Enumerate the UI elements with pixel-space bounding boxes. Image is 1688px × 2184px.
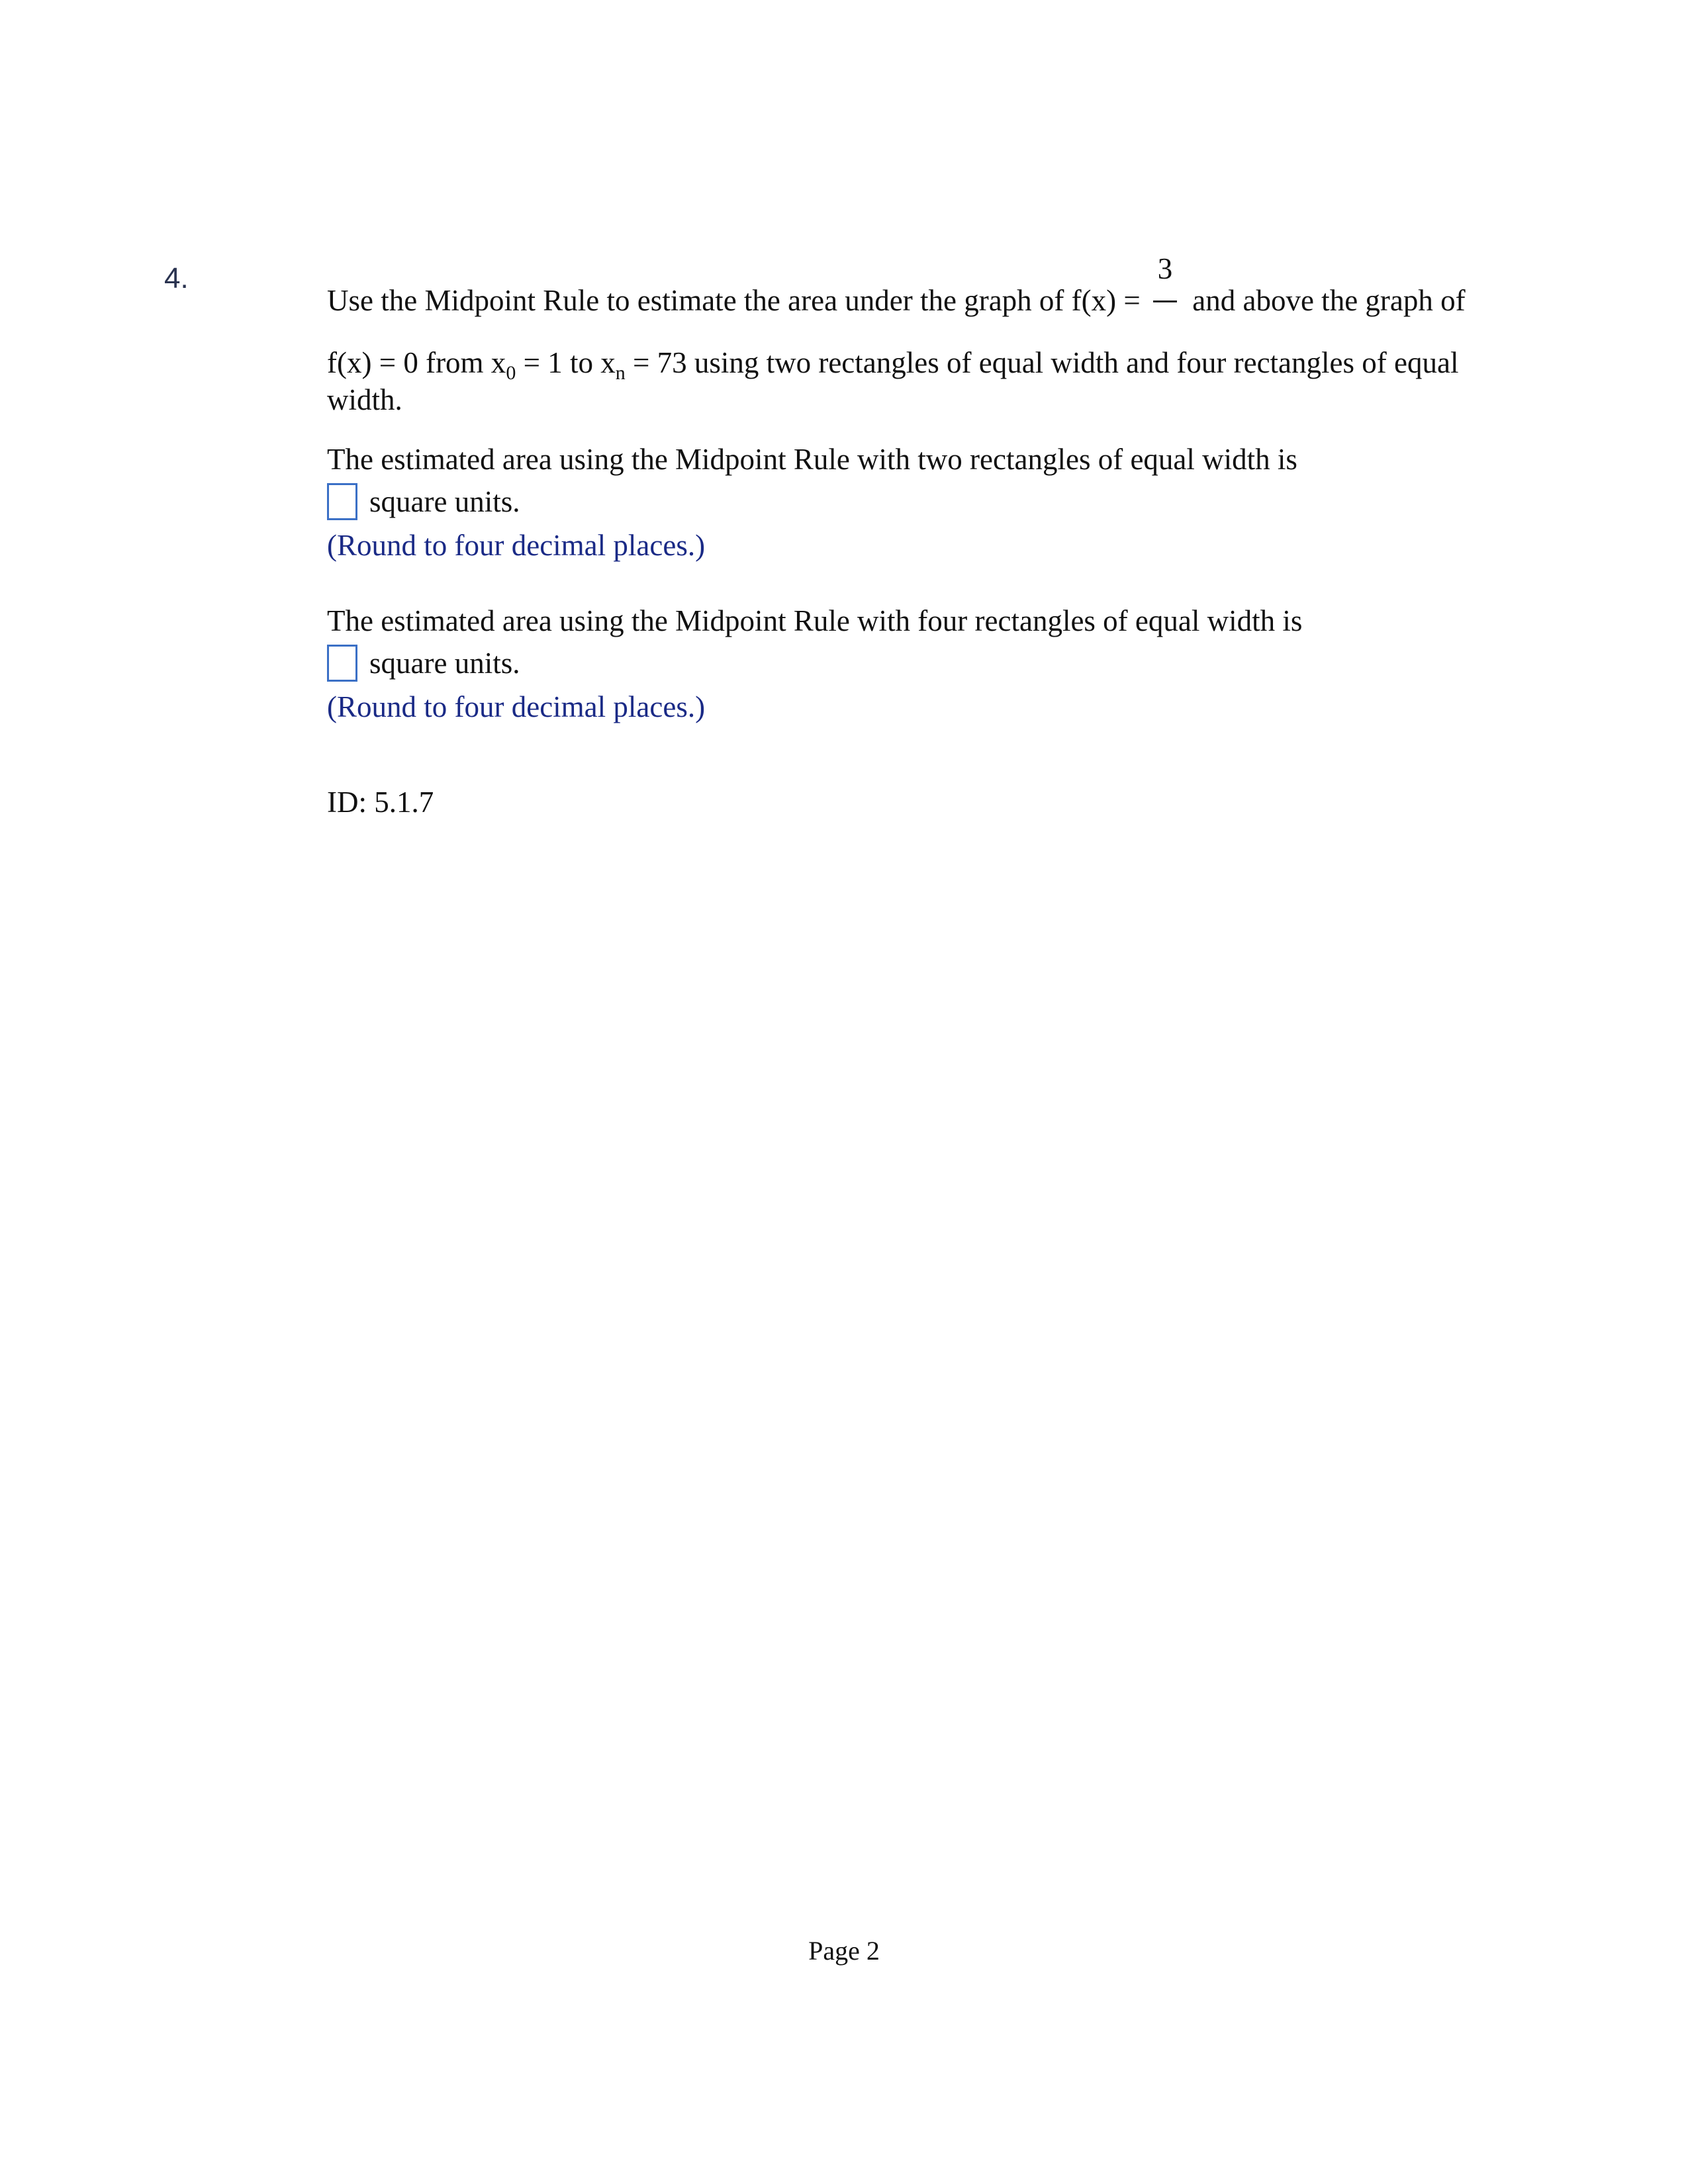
question-line-3: width. — [327, 383, 402, 416]
part-1-answer-row — [327, 487, 520, 520]
fraction — [1152, 252, 1178, 304]
subscript-n: n — [615, 362, 626, 384]
part-2-answer-input[interactable] — [327, 645, 357, 682]
part-1-units: square units. — [369, 485, 520, 518]
part-2-prompt: The estimated area using the Midpoint Rule with four rectangles of equal width is — [327, 604, 1303, 637]
question-number: 4. — [164, 262, 189, 295]
question-line-1-text: Use the Midpoint Rule to estimate the area under the graph of f(x) = — [327, 284, 1141, 317]
part-1-prompt: The estimated area using the Midpoint Rule with two rectangles of equal width is — [327, 443, 1297, 476]
part-2-answer-row — [327, 649, 520, 682]
question-id: ID: 5.1.7 — [327, 786, 434, 819]
part-1-hint: (Round to four decimal places.) — [327, 529, 706, 562]
question-line-2-part-c: = 73 using two rectangles of equal width and four rectangles of equal — [632, 346, 1459, 379]
part-1-answer-input[interactable] — [327, 483, 357, 520]
part-2-hint: (Round to four decimal places.) — [327, 690, 706, 723]
question-line-1 — [327, 252, 1466, 317]
fraction-bar — [1153, 300, 1177, 302]
question-line-1-tail: and above the graph of — [1192, 284, 1466, 317]
fraction-numerator: 3 — [1157, 252, 1173, 286]
question-line-2-part-a: f(x) = 0 from x — [327, 346, 506, 379]
question-line-2 — [327, 348, 1458, 383]
page-number: Page 2 — [808, 1936, 880, 1966]
subscript-zero: 0 — [506, 362, 516, 384]
question-line-2-part-b: = 1 to x — [523, 346, 616, 379]
part-2-units: square units. — [369, 647, 520, 680]
